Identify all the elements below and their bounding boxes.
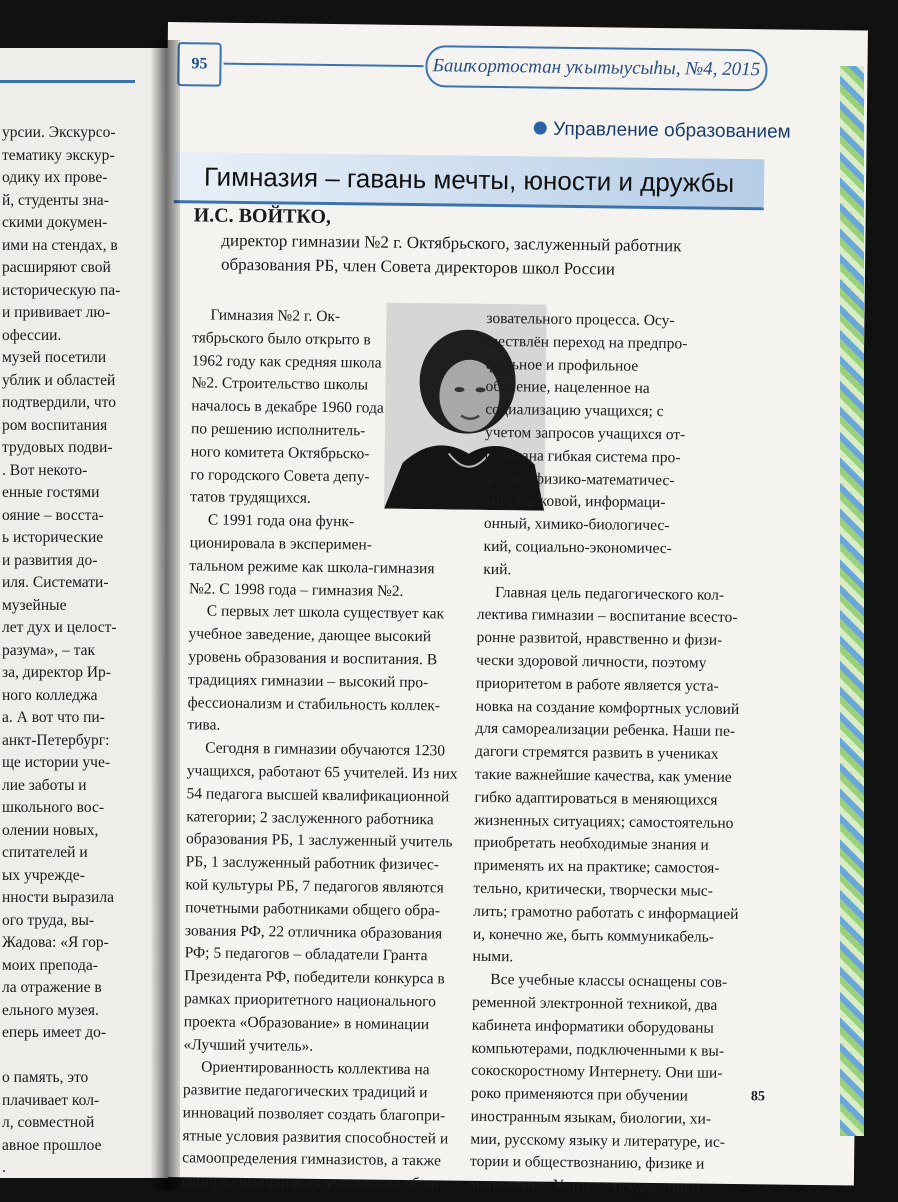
- left-text-line: енные гостями: [2, 484, 100, 501]
- article-text-line: применять их на практике; самостоя-: [473, 856, 720, 877]
- article-text-line: РБ, 1 заслуженный работник физичес-: [185, 853, 440, 874]
- article-text-line: онный, химико-биологичес-: [483, 515, 670, 535]
- left-text-line: анкт-Петербург:: [2, 731, 110, 749]
- left-text-line: ых учрежде-: [2, 866, 85, 884]
- article-text-line: образования РБ, 1 заслуженный учитель: [185, 830, 453, 851]
- article-text-line: ществлён переход на предпро-: [486, 332, 688, 353]
- section-label-text: Управление образованием: [553, 118, 791, 143]
- article-text-line: го городского Совета депу-: [190, 465, 370, 486]
- section-label: [534, 118, 791, 143]
- left-text-line: трудовых подви-: [2, 439, 113, 456]
- article-text-line: тельно, критически, творчески мыс-: [473, 879, 713, 900]
- article-text-line: 1962 году как средняя школа: [191, 351, 382, 372]
- left-text-line: разума», – так: [2, 641, 96, 659]
- left-text-line: лет дух и целост-: [2, 619, 117, 636]
- left-text-line: и развития до-: [2, 551, 98, 569]
- left-text-line: л, совместной: [2, 1114, 95, 1131]
- article-column-1: [182, 304, 493, 1197]
- article-text-line: 54 педагога высшей квалификационной: [186, 785, 450, 806]
- article-text-line: сокоскоростному Интернету. Они ши-: [471, 1062, 723, 1083]
- left-text-line: музейные: [2, 596, 67, 614]
- article-text-line: математике. Учителя-предметники: [469, 1176, 700, 1196]
- left-text-line: скими докумен-: [2, 214, 108, 231]
- article-text-line: тальном режиме как школа-гимназия: [189, 557, 435, 578]
- left-text-line: Жадова: «Я гор-: [2, 934, 109, 951]
- article-text-line: кий, языковой, информаци-: [484, 492, 666, 512]
- article-text-line: кий.: [483, 560, 512, 579]
- article-text-line: фессионализм и стабильность коллек-: [187, 693, 441, 714]
- author-description-line: образования РБ, член Совета директоров школ России: [220, 254, 615, 279]
- article-text-line: ятные условия развития способностей и: [182, 1126, 449, 1148]
- article-text-line: традициях гимназии – высокий про-: [187, 671, 429, 691]
- article-text-line: приоритетом в работе является уста-: [475, 674, 719, 695]
- article-text-line: компьютерами, подключенными к вы-: [471, 1039, 725, 1060]
- page-decorative-border: [840, 66, 864, 1136]
- article-text-line: фильное и профильное: [485, 355, 639, 375]
- article-text-line: категории; 2 заслуженного работника: [186, 807, 434, 828]
- left-text-line: авное прошлое: [2, 1136, 102, 1154]
- article-text-line: приобретать необходимые знания и: [473, 834, 709, 854]
- article-text-line: Гимназия №2 г. Ок-: [210, 306, 341, 326]
- article-text-line: чески здоровой личности, поэтому: [476, 651, 707, 672]
- page-header: [167, 36, 848, 104]
- article-text-line: Главная цель педагогического кол-: [494, 583, 725, 604]
- left-text-line: и прививает лю-: [2, 304, 111, 321]
- article-text-line: тории и обществознанию, физике и: [469, 1153, 705, 1174]
- article-text-line: почетными работниками общего обра-: [185, 898, 441, 920]
- left-text-line: урсии. Экскурсо-: [2, 124, 116, 141]
- right-page: [154, 22, 868, 1196]
- left-text-line: лие заботы и: [2, 776, 87, 794]
- article-text-line: тива.: [187, 716, 221, 735]
- left-text-line: офессии.: [2, 326, 62, 344]
- author-byline: [193, 202, 774, 283]
- article-text-line: ционировала в эксперимен-: [189, 534, 373, 554]
- article-text-line: лить; грамотно работать с информацией: [473, 902, 739, 923]
- article-text-line: обучение, нацеленное на: [485, 378, 650, 398]
- article-text-line: кой культуры РБ, 7 педагогов являются: [185, 876, 444, 897]
- article-text-line: зовательного процесса. Осу-: [486, 309, 675, 330]
- article-text-line: самоопределения гимназистов, а также: [182, 1149, 442, 1170]
- article-text-line: мии, русскому языку и литературе, ис-: [470, 1130, 726, 1151]
- article-headline: Гимназия – гавань мечты, юности и дружбы: [203, 161, 735, 198]
- author-description-line: директор гимназии №2 г. Октябрьского, заслуженный работник: [221, 230, 682, 256]
- article-text-line: «Лучший учитель».: [183, 1035, 314, 1055]
- header-rule: [223, 63, 423, 67]
- left-text-line: [2, 1045, 162, 1068]
- left-text-line: нности выразила: [2, 889, 114, 906]
- left-text-line: ь исторические: [2, 529, 104, 546]
- article-text-line: тябрьского было открыто в: [192, 329, 371, 349]
- left-text-line: ще истории уче-: [2, 754, 110, 771]
- left-text-line: ого труда, вы-: [2, 911, 95, 929]
- article-text-line: татов трудящихся.: [190, 488, 311, 508]
- left-text-line: историческую па-: [2, 281, 121, 299]
- left-text-line: школьного вос-: [2, 799, 105, 816]
- left-text-line: ублик и областей: [2, 371, 116, 389]
- left-text-line: ром воспитания: [2, 416, 108, 434]
- author-name: И.С. ВОЙТКО,: [193, 204, 332, 229]
- article-text-line: ного комитета Октябрьско-: [190, 443, 370, 463]
- left-text-line: олении новых,: [2, 821, 99, 839]
- left-text-line: еперь имеет до-: [2, 1024, 107, 1041]
- article-text-line: кабинета информатики оборудованы: [471, 1016, 715, 1037]
- article-text-line: зования РФ, 22 отличника образования: [184, 921, 443, 942]
- left-text-line: плачивает кол-: [2, 1091, 100, 1109]
- left-column-rule: [0, 80, 135, 83]
- left-text-line: о память, это: [2, 1069, 89, 1086]
- left-text-line: . Вот некото-: [2, 461, 88, 479]
- article-text-line: С первых лет школа существует как: [206, 602, 445, 623]
- article-text-line: филей: физико-математичес-: [484, 469, 675, 489]
- article-text-line: самореализации всех участников обра-: [181, 1172, 440, 1193]
- book-spine-shadow: [150, 40, 180, 1190]
- article-text-line: РФ; 5 педагогов – обладатели Гранта: [184, 944, 428, 965]
- left-text-line: й, студенты зна-: [2, 191, 109, 209]
- article-text-line: Президента РФ, победители конкурса в: [184, 967, 445, 988]
- left-text-line: .: [2, 1159, 6, 1176]
- article-text-line: Сегодня в гимназии обучаются 1230: [205, 739, 446, 760]
- article-text-line: Ориентированность коллектива на: [201, 1058, 430, 1079]
- article-text-line: и, конечно же, быть коммуникабель-: [472, 925, 715, 946]
- footer-page-number: 85: [750, 1089, 766, 1105]
- page-number-badge: 95: [177, 42, 222, 87]
- article-text-line: такие важнейшие качества, как умение: [474, 765, 732, 786]
- article-text-line: проекта «Образование» в номинации: [183, 1012, 430, 1033]
- article-text-line: рамках приоритетного национального: [183, 990, 436, 1011]
- article-text-line: роко применяются при обучении: [470, 1084, 689, 1105]
- left-text-line: одику их прове-: [2, 169, 108, 186]
- left-text-line: а. А вот что пи-: [2, 709, 105, 726]
- article-text-line: кий, социально-экономичес-: [483, 537, 672, 558]
- left-text-line: за, директор Ир-: [2, 664, 111, 681]
- article-text-line: уровень образования и воспитания. В: [188, 648, 438, 669]
- left-text-line: ельного музея.: [2, 1001, 99, 1019]
- left-text-line: ла отражение в: [2, 979, 102, 996]
- left-text-line: ояние – восста-: [2, 506, 104, 524]
- article-text-line: учебное заведение, дающее высокий: [188, 625, 432, 646]
- left-page-text: [2, 122, 162, 1178]
- article-text-line: инноваций позволяет создать благопри-: [182, 1104, 446, 1125]
- left-text-line: подтвердили, что: [2, 394, 116, 411]
- article-text-line: жизненных ситуациях; самостоятельно: [474, 811, 734, 832]
- article-text-line: новка на создание комфортных условий: [475, 697, 740, 718]
- article-text-line: №2. С 1998 года – гимназия №2.: [188, 579, 404, 600]
- left-text-line: тематику экскур-: [2, 146, 115, 164]
- article-text-line: по решению исполнитель-: [190, 420, 366, 440]
- article-text-line: дагоги стремятся развить в учениках: [475, 742, 719, 763]
- left-text-line: иля. Системати-: [2, 574, 109, 591]
- article-text-line: С 1991 года она функ-: [207, 511, 355, 531]
- article-text-line: для самореализации ребенка. Наши пе-: [475, 720, 736, 741]
- journal-title: Башҡортостан уҡытыусыһы, №4, 2015: [425, 45, 767, 91]
- article-text-line: ными.: [472, 948, 514, 966]
- article-text-line: №2. Строительство школы: [191, 374, 369, 394]
- article-text-line: лектива гимназии – воспитание всесто-: [476, 606, 738, 627]
- article-text-line: Все учебные классы оснащены сов-: [490, 971, 728, 992]
- article-text-line: ронне развитой, нравственно и физи-: [476, 628, 723, 649]
- article-text-line: ременной электронной техникой, два: [471, 993, 718, 1014]
- article-text-line: социализацию учащихся; с: [485, 401, 664, 421]
- left-page: [0, 48, 168, 1178]
- left-text-line: музей посетили: [2, 349, 107, 366]
- left-text-line: расширяют свой: [2, 259, 111, 276]
- left-text-line: моих препода-: [2, 956, 98, 974]
- article-text-line: началось в декабре 1960 года: [191, 397, 384, 417]
- article-text-line: иностранным языкам, биологии, хи-: [470, 1107, 712, 1128]
- bullet-icon: [534, 121, 547, 134]
- left-text-line: ного колледжа: [2, 686, 98, 704]
- article-text-line: гибко адаптироваться в меняющихся: [474, 788, 718, 809]
- left-text-line: спитателей и: [2, 844, 88, 861]
- article-text-line: работана гибкая система про-: [484, 446, 681, 467]
- article-text-line: развитие педагогических традиций и: [182, 1081, 428, 1102]
- left-text-line: ими на стендах, в: [2, 236, 118, 254]
- article-column-2: [469, 308, 767, 1200]
- article-text-line: учетом запросов учащихся от-: [484, 423, 686, 444]
- article-text-line: учащихся, работают 65 учителей. Из них: [186, 762, 458, 783]
